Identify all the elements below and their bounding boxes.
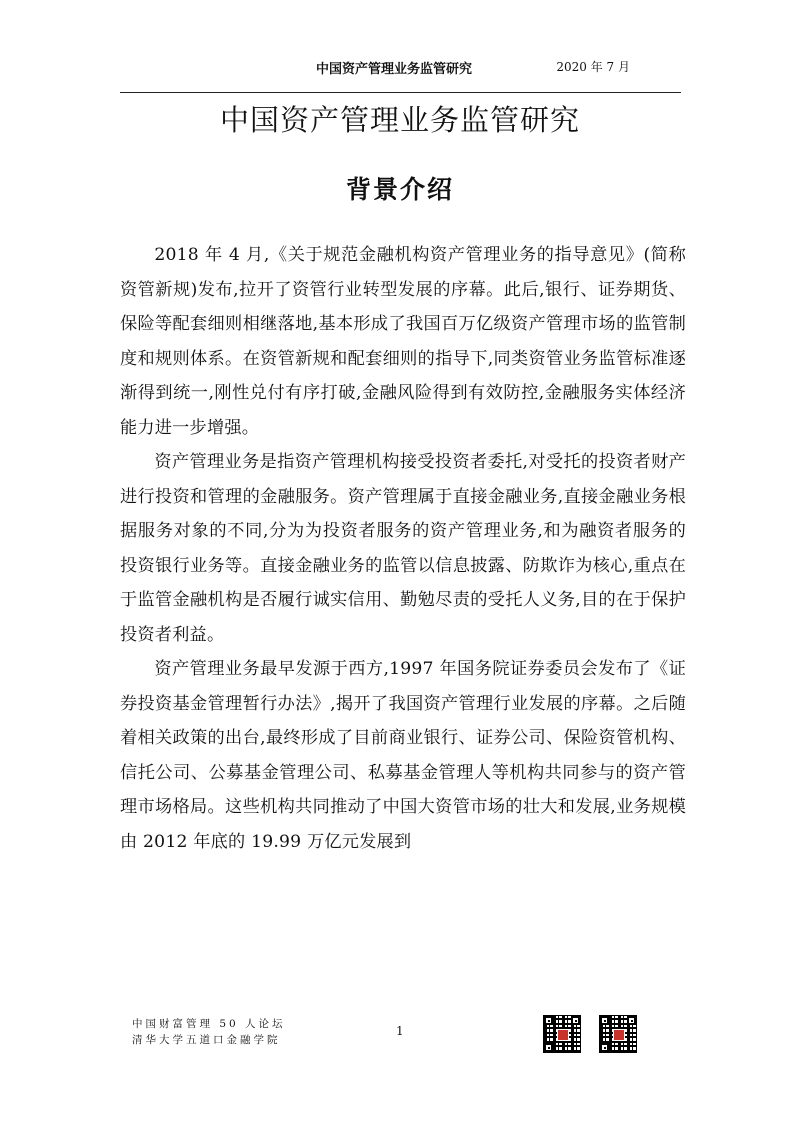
footer-org-line1: 中国财富管理 50 人论坛 (132, 1018, 286, 1030)
qr-finder (544, 1016, 553, 1025)
paragraph: 2018 年 4 月,《关于规范金融机构资产管理业务的指导意见》(简称资管新规)发布,拉开了资管行业转型发展的序幕。此后,银行、证券期货、保险等配套细则相继落地,基本形成了我国百万亿级资产管理市场的监管制度和规则体系。在资管新规和配套细则的指导下,同类资管业务监管标准逐渐得到统一,刚性兑付有序打破,金融风险得到有效防控,金融服务实体经济能力进一步增强。 (120, 245, 686, 438)
qr-finder (544, 1043, 553, 1052)
header-title: 中国资产管理业务监管研究 (316, 62, 473, 77)
qr-logo (557, 1029, 569, 1041)
page-header (120, 58, 680, 82)
body-text (120, 238, 686, 859)
footer-org-line2: 清华大学五道口金融学院 (132, 1034, 281, 1046)
paragraph: 资产管理业务是指资产管理机构接受投资者委托,对受托的投资者财产进行投资和管理的金融服务。资产管理属于直接金融业务,直接金融业务根据服务对象的不同,分为为投资者服务的资产管理业务,和为融资者服务的投资银行业务等。直接金融业务的监管以信息披露、防欺诈为核心,重点在于监管金融机构是否履行诚实信用、勤勉尽责的受托人义务,目的在于保护投资者利益。 (120, 452, 686, 645)
qr-finder (600, 1043, 609, 1052)
page-number: 1 (396, 1024, 404, 1038)
qr-finder (600, 1016, 609, 1025)
document-title: 中国资产管理业务监管研究 (219, 103, 580, 137)
qr-finder (627, 1016, 636, 1025)
header-date: 2020 年 7 月 (556, 60, 630, 74)
qr-finder (571, 1016, 580, 1025)
paragraph: 资产管理业务最早发源于西方,1997 年国务院证券委员会发布了《证券投资基金管理暂行办法》,揭开了我国资产管理行业发展的序幕。之后随着相关政策的出台,最终形成了目前商业银行、证券公司、保险资管机构、信托公司、公募基金管理公司、私募基金管理人等机构共同参与的资产管理市场格局。这些机构共同推动了中国大资管市场的壮大和发展,业务规模由 2012 年底的 19.99 万亿元发展到 (120, 659, 686, 852)
page-footer (120, 1016, 690, 1076)
qr-code-icon (544, 1016, 580, 1052)
header-divider (120, 92, 681, 93)
section-title: 背景介绍 (345, 175, 454, 204)
qr-logo (613, 1029, 625, 1041)
qr-code-icon (600, 1016, 636, 1052)
